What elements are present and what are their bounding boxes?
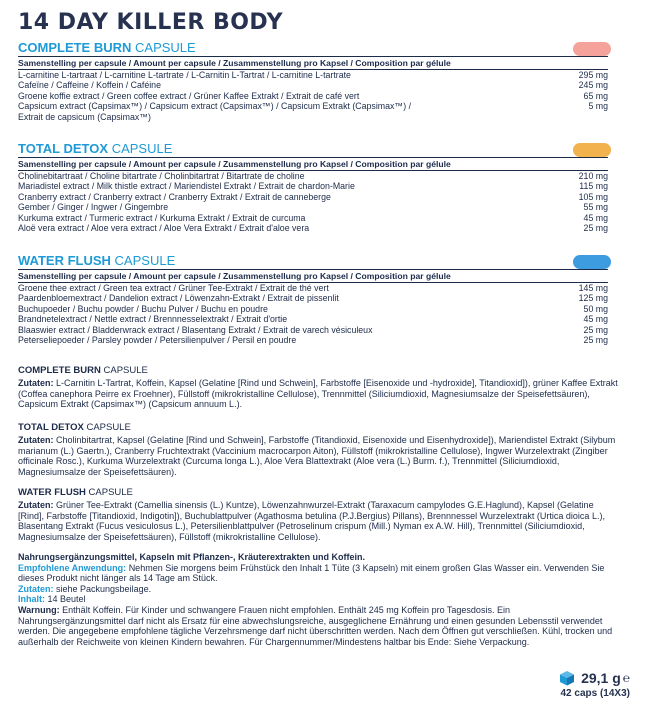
net-weight bbox=[559, 669, 630, 699]
contents-text: 14 Beutel bbox=[47, 594, 86, 605]
block-name: TOTAL DETOX bbox=[18, 422, 84, 433]
section-name: WATER FLUSH bbox=[18, 253, 111, 268]
section-suffix: CAPSULE bbox=[135, 40, 196, 55]
warning-label: Warnung: bbox=[18, 604, 60, 615]
section-name: COMPLETE BURN bbox=[18, 40, 132, 55]
capsule-pill-icon bbox=[573, 255, 611, 269]
ingredient-row: Paardenbloemextract / Dandelion extract / Löwenzahn-Extrakt / Extrait de pissenlit 125 mg bbox=[18, 293, 608, 304]
caps-count: 42 caps (14X3) bbox=[560, 688, 630, 699]
capsule-pill-icon bbox=[573, 42, 611, 56]
product-title: 14 DAY KILLER BODY bbox=[18, 10, 284, 35]
weight-value: 29,1 g bbox=[581, 669, 621, 686]
estimated-sign: ℮ bbox=[622, 670, 630, 685]
section-total-detox bbox=[18, 141, 608, 233]
ingredient-row: Aloë vera extract / Aloe vera extract / Aloe Vera Extrakt / Extrait d'aloe vera 25 mg bbox=[18, 223, 608, 234]
zutaten-label: Zutaten: bbox=[18, 435, 54, 445]
info-heading: Nahrungsergänzungsmittel, Kapseln mit Pflanzen-, Kräuterextrakten und Koffein. bbox=[18, 552, 366, 562]
ingredient-row: Extrait de capsicum (Capsimax™) bbox=[18, 111, 151, 122]
section-subtitle: Samenstelling per capsule / Amount per capsule / Zusammenstellung pro Kapsel / Composition par gélule bbox=[18, 271, 451, 281]
zutaten-text: Grüner Tee-Extrakt (Camellia sinensis (L.) Kuntze), Löwenzahnwurzel-Extrakt (Taraxacum campylodes G.E.Haglund), Kapsel (Gelatine [Rind], Farbstoffe [Titandioxid, Indigotin]), Buchublattpulver (Agathosma betulina (P.J.Bergius) Pillans), Brennnessel Wurzelextrakt (Urtica dioica L.), Blasentang Extrakt (Fucus vesiculosus L.), Petersilienblattpulver (Petroselinum crispum (Mill.) Nyman ex A.W. Hill), Trennmittel (Siliciumdioxid, Magnesiumsalze der Speisefettsäuren), Füllstoff (mikrokristalline Cellulose). bbox=[18, 500, 605, 542]
ingredient-row: Gember / Ginger / Ingwer / Gingembre 55 mg bbox=[18, 202, 608, 213]
ingredients-total-detox bbox=[18, 421, 618, 477]
ingredients-text: siehe Packungsbeilage. bbox=[56, 583, 152, 594]
box-icon bbox=[559, 670, 575, 686]
ingredient-row: Mariadistel extract / Milk thistle extract / Mariendistel Extrakt / Extrait de chardon-Marie 115 mg bbox=[18, 181, 608, 192]
block-name: COMPLETE BURN bbox=[18, 365, 101, 376]
ingredient-row: Kurkuma extract / Turmeric extract / Kurkuma Extrakt / Extrait de curcuma 45 mg bbox=[18, 212, 608, 223]
ingredients-complete-burn bbox=[18, 364, 618, 410]
contents-label: Inhalt: bbox=[18, 594, 45, 605]
section-suffix: CAPSULE bbox=[114, 253, 176, 268]
ingredient-row: Cafeïne / Caffeine / Koffein / Caféine 245 mg bbox=[18, 80, 608, 91]
block-suffix: CAPSULE bbox=[88, 487, 133, 498]
ingredient-row: Cranberry extract / Cranberry extract / Cranberry Extrakt / Extrait de canneberge 105 mg bbox=[18, 191, 608, 202]
zutaten-text: L-Carnitin L-Tartrat, Koffein, Kapsel (Gelatine [Rind und Schwein], Farbstoffe [Eisenoxide und -hydroxide], Titandioxid]), grüner Kaffee Extrakt (Coffea canephora Peirre ex Froehner), Füllstoff (mikrokristalline Cellulose), Trennmittel (Siliciumdioxid, Magnesiumsalze der Speisefettsäuren), Capsicum Extrakt (Capsimax™) (Capsicum annuum L.). bbox=[18, 378, 618, 410]
ingredient-row: Groene koffie extract / Green coffee extract / Grüner Kaffee Extrakt / Extrait de café vert 65 mg bbox=[18, 90, 608, 101]
ingredient-row: Blaaswier extract / Bladderwrack extract / Blasentang Extrakt / Extrait de varech vésiculeux 25 mg bbox=[18, 324, 608, 335]
block-suffix: CAPSULE bbox=[86, 422, 131, 433]
section-name: TOTAL DETOX bbox=[18, 141, 109, 156]
section-water-flush bbox=[18, 253, 608, 345]
zutaten-label: Zutaten: bbox=[18, 378, 54, 388]
ingredient-row: Groene thee extract / Green tea extract / Grüner Tee-Extrakt / Extrait de thé vert 145 mg bbox=[18, 283, 608, 293]
block-suffix: CAPSULE bbox=[103, 365, 148, 376]
section-suffix: CAPSULE bbox=[111, 141, 173, 156]
usage-text: Nehmen Sie morgens beim Frühstück den Inhalt 1 Tüte (3 Kapseln) mit einem großen Glas Wasser ein. Verwenden Sie dieses Produkt nicht länger als 14 Tage am Stück. bbox=[18, 562, 605, 584]
usage-label: Empfohlene Anwendung: bbox=[18, 562, 127, 573]
section-subtitle: Samenstelling per capsule / Amount per capsule / Zusammenstellung pro Kapsel / Composition par gélule bbox=[18, 58, 451, 68]
ingredient-row: Peterseliepoeder / Parsley powder / Petersilienpulver / Persil en poudre 25 mg bbox=[18, 335, 608, 346]
product-info bbox=[18, 552, 618, 647]
zutaten-text: Cholinbitartrat, Kapsel (Gelatine [Rind und Schwein], Farbstoffe (Titandioxid, Eisenoxide und Eisenhydroxide]), Mariendistel Extrakt (Silybum marianum (L.) Gaertn.), Cranberry Fruchtextrakt (Vaccinium macrocarpon Aiton), Füllstoff (mikrokristalline Cellulose), Ingwer Wurzelextrakt (Zingiber officinale Rosc.), Kurkuma Wurzelextrakt (Curcuma longa L.), Aloe Vera Blattextrakt (Aloe vera (L.) Burm. f.), Trennmittel (Siliciumdioxid, Magnesiumsalze der Speisefettsäuren). bbox=[18, 435, 616, 477]
ingredients-water-flush bbox=[18, 486, 618, 542]
ingredient-row: L-carnitine L-tartraat / L-carnitine L-tartrate / L-Carnitin L-Tartrat / L-carnitine L-tartrate 295 mg bbox=[18, 70, 608, 80]
ingredient-row: Buchupoeder / Buchu powder / Buchu Pulver / Buchu en poudre 50 mg bbox=[18, 303, 608, 314]
capsule-pill-icon bbox=[573, 143, 611, 157]
ingredient-row: Cholinebitartraat / Choline bitartrate / Cholinbitartrat / Bitartrate de choline 210 mg bbox=[18, 171, 608, 181]
ingredient-row: Capsicum extract (Capsimax™) / Capsicum extract (Capsimax™) / Capsicum Extrakt (Capsimax™) / 5 mg bbox=[18, 101, 608, 112]
section-subtitle: Samenstelling per capsule / Amount per capsule / Zusammenstellung pro Kapsel / Composition par gélule bbox=[18, 159, 451, 169]
ingredient-row: Brandnetelextract / Nettle extract / Brennnesselextrakt / Extrait d'ortie 45 mg bbox=[18, 314, 608, 325]
ingredients-label: Zutaten: bbox=[18, 583, 54, 594]
zutaten-label: Zutaten: bbox=[18, 500, 54, 510]
warning-text: Enthält Koffein. Für Kinder und schwangere Frauen nicht empfohlen. Enthält 245 mg Koffein pro Tagesdosis. Ein Nahrungsergänzungsmittel darf nicht als Ersatz für eine abwechslungsreiche, ausgeglichene Ernährung und einen gesunden Lebensstil verwendet werden. Die angegebene empfohlene tägliche Verzehrsmenge darf nicht überschritten werden. Nach dem Öffnen gut verschließen. Kühl, trocken und außerhalb der Reichweite von kleinen Kindern bewahren. Für Chargennummer/Mindestens haltbar bis Ende: Siehe Verpackung. bbox=[18, 604, 613, 647]
block-name: WATER FLUSH bbox=[18, 487, 86, 498]
section-complete-burn bbox=[18, 40, 608, 122]
